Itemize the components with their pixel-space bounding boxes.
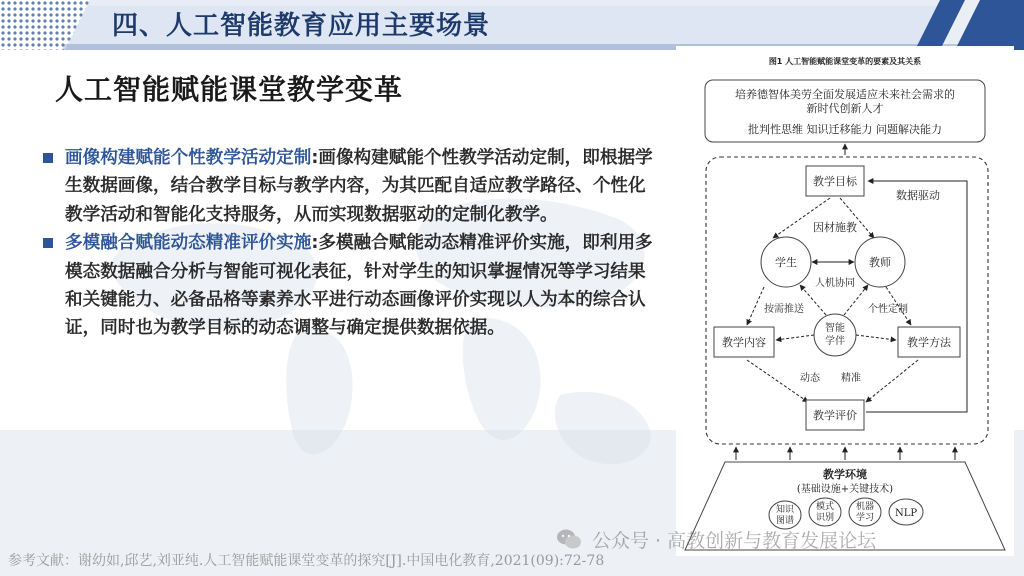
node-teaching-method: 教学方法 [907, 336, 951, 349]
label-human-machine: 人机协同 [815, 278, 855, 289]
bullet-item-multimodal [43, 229, 659, 343]
node-ai-partner-line2: 学伴 [825, 336, 845, 347]
tech-machine-learning-2: 学习 [855, 513, 875, 523]
abilities-text: 批判性思维 知识迁移能力 问题解决能力 [748, 123, 942, 136]
node-ai-partner-line1: 智能 [825, 323, 845, 334]
label-push-on-demand: 按需推送 [764, 304, 804, 315]
tech-knowledge-graph-1: 知识 [775, 505, 795, 515]
label-data-driven: 数据驱动 [896, 189, 940, 202]
bullet-body: :画像构建赋能个性教学活动定制，即根据学生数据画像，结合教学目标与教学内容，为其匹配自适应教学路径、个性化教学活动和智能化支持服务，从而实现数据驱动的定制化教学。 [65, 148, 653, 225]
label-personal-custom: 个性定制 [868, 304, 908, 315]
tech-pattern-recognition-1: 模式 [815, 502, 835, 512]
tech-nlp: NLP [894, 508, 918, 519]
bullet-heading: 画像构建赋能个性教学活动定制 [65, 148, 312, 168]
node-teaching-eval: 教学评价 [813, 409, 857, 422]
slide-heading: 人工智能赋能课堂教学变革 [55, 73, 404, 106]
figure-caption: 图1 人工智能赋能课堂变革的要素及其关系 [768, 57, 922, 66]
wechat-icon [556, 528, 582, 550]
node-teaching-content: 教学内容 [722, 336, 766, 349]
env-subtitle: (基础设施+关键技术) [796, 484, 894, 495]
label-precise: 精准 [841, 373, 861, 384]
square-bullet-icon [43, 153, 53, 163]
bullet-list [43, 144, 659, 343]
goal-line-1: 培养德智体美劳全面发展适应未来社会需求的 [735, 88, 955, 101]
tech-knowledge-graph-2: 图谱 [775, 516, 795, 526]
square-bullet-icon [43, 238, 53, 248]
node-student: 学生 [775, 256, 797, 269]
label-dynamic: 动态 [800, 373, 820, 384]
tech-machine-learning-1: 机器 [855, 502, 875, 512]
reference-citation: 参考文献：谢幼如,邱艺,刘亚纯.人工智能赋能课堂变革的探究[J].中国电化教育,2021(09):72-78 [8, 553, 605, 569]
env-title: 教学环境 [823, 468, 867, 481]
watermark-text: 公众号 · 高教创新与教育发展论坛 [592, 529, 877, 552]
bullet-heading: 多模融合赋能动态精准评价实施 [65, 233, 312, 254]
goal-line-2: 新时代创新人才 [806, 102, 884, 115]
tech-pattern-recognition-2: 识别 [815, 513, 835, 523]
node-teacher: 教师 [869, 256, 891, 269]
bullet-body: :多模融合赋能动态精准评价实施，即利用多模态数据融合分析与智能可视化表征，针对学生的知识掌握情况等学习结果和关键能力、必备品格等素养水平进行动态画像评价实现以人为本的综合认证，同时也为教学目标的动态调整与确定提供数据依据。 [65, 233, 653, 339]
label-teach-by-aptitude: 因材施教 [813, 221, 857, 234]
bullet-item-portrait [43, 144, 659, 229]
classroom-reform-diagram [676, 46, 1014, 556]
section-title: 四、人工智能教育应用主要场景 [112, 11, 491, 41]
node-teaching-goal: 教学目标 [813, 175, 857, 188]
